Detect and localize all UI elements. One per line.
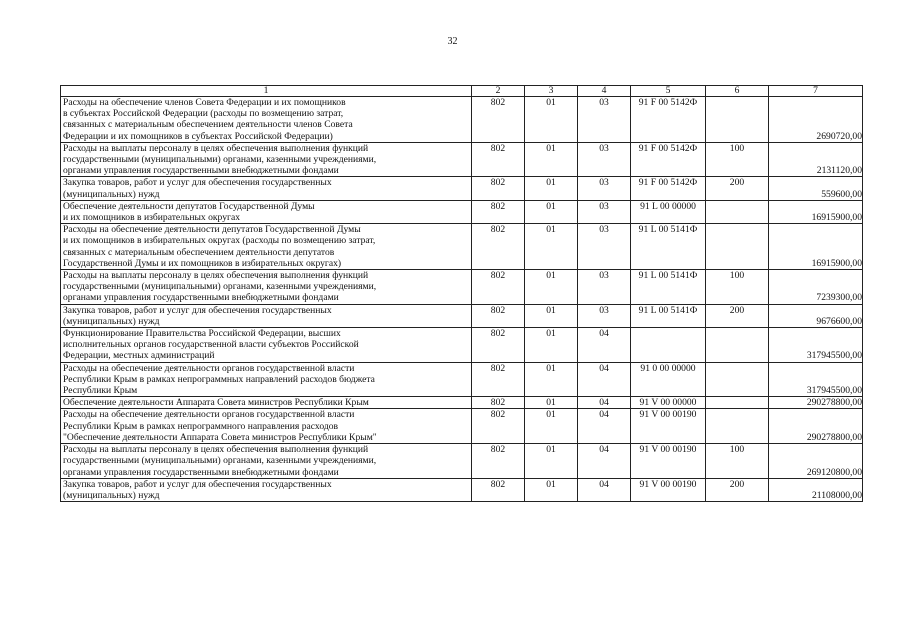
table-row xyxy=(61,142,863,177)
expense-name-line: (муниципальных) нужд xyxy=(63,315,160,327)
section-code-cell: 01 xyxy=(525,304,578,327)
ministry-code-cell: 802 xyxy=(472,224,525,270)
table-row xyxy=(61,397,863,409)
expense-name-line: Республики Крым в рамках непрограммных направлений расходов бюджета xyxy=(63,373,375,385)
expense-type-cell xyxy=(706,200,769,223)
expense-name-cell xyxy=(61,478,472,501)
target-article-cell xyxy=(631,328,706,363)
expense-name-line: государственными (муниципальными) органами, казенными учреждениями, xyxy=(63,154,377,166)
section-code-cell: 01 xyxy=(525,362,578,397)
expense-type-cell xyxy=(706,362,769,397)
expense-type-cell xyxy=(706,224,769,270)
target-article-cell: 91 V 00 00190 xyxy=(631,444,706,479)
section-code-cell: 01 xyxy=(525,142,578,177)
ministry-code-cell: 802 xyxy=(472,409,525,444)
expense-name-line: государственными (муниципальными) органами, казенными учреждениями, xyxy=(63,455,377,467)
amount-cell: 16915900,00 xyxy=(769,224,863,270)
subsection-code-cell: 03 xyxy=(578,304,631,327)
header-cell: 7 xyxy=(769,86,863,97)
ministry-code-cell: 802 xyxy=(472,304,525,327)
expense-type-cell xyxy=(706,409,769,444)
table-row xyxy=(61,224,863,270)
table-row xyxy=(61,304,863,327)
expense-name-cell xyxy=(61,328,472,363)
amount-cell: 559600,00 xyxy=(769,177,863,200)
ministry-code-cell: 802 xyxy=(472,200,525,223)
subsection-code-cell: 04 xyxy=(578,362,631,397)
expense-name-cell xyxy=(61,200,472,223)
expense-name-cell xyxy=(61,409,472,444)
subsection-code-cell: 04 xyxy=(578,397,631,409)
expense-name-cell xyxy=(61,362,472,397)
expense-type-cell: 200 xyxy=(706,304,769,327)
table-row xyxy=(61,478,863,501)
ministry-code-cell: 802 xyxy=(472,478,525,501)
expense-name-line: Обеспечение деятельности депутатов Государственной Думы xyxy=(63,200,315,212)
ministry-code-cell: 802 xyxy=(472,362,525,397)
expense-name-cell xyxy=(61,270,472,305)
target-article-cell: 91 L 00 5141Ф xyxy=(631,270,706,305)
section-code-cell: 01 xyxy=(525,328,578,363)
header-cell: 2 xyxy=(472,86,525,97)
subsection-code-cell: 03 xyxy=(578,224,631,270)
expense-name-line: Обеспечение деятельности Аппарата Совета министров Республики Крым xyxy=(63,397,369,409)
table-row xyxy=(61,200,863,223)
expense-name-line: Расходы на обеспечение членов Совета Федерации и их помощников xyxy=(63,97,346,108)
target-article-cell: 91 L 00 5141Ф xyxy=(631,304,706,327)
expense-name-line: Республики Крым xyxy=(63,385,138,397)
expense-name-cell xyxy=(61,397,472,409)
expense-name-line: Функционирование Правительства Российской Федерации, высших xyxy=(63,328,341,340)
subsection-code-cell: 03 xyxy=(578,142,631,177)
expense-type-cell xyxy=(706,328,769,363)
header-cell: 1 xyxy=(61,86,472,97)
table-row xyxy=(61,328,863,363)
table-row xyxy=(61,97,863,143)
target-article-cell: 91 V 00 00190 xyxy=(631,478,706,501)
target-article-cell: 91 0 00 00000 xyxy=(631,362,706,397)
expense-name-line: Закупка товаров, работ и услуг для обеспечения государственных xyxy=(63,478,332,490)
subsection-code-cell: 03 xyxy=(578,270,631,305)
expense-name-line: связанных с материальным обеспечением деятельности депутатов xyxy=(63,246,335,258)
section-code-cell: 01 xyxy=(525,270,578,305)
table-row xyxy=(61,177,863,200)
expense-name-line: Федерации, местных администраций xyxy=(63,350,215,362)
header-cell: 3 xyxy=(525,86,578,97)
expense-name-line: органами управления государственными внебюджетными фондами xyxy=(63,292,339,304)
expense-name-cell xyxy=(61,304,472,327)
subsection-code-cell: 03 xyxy=(578,177,631,200)
section-code-cell: 01 xyxy=(525,409,578,444)
subsection-code-cell: 04 xyxy=(578,478,631,501)
target-article-cell: 91 V 00 00190 xyxy=(631,409,706,444)
table-row xyxy=(61,270,863,305)
amount-cell: 2131120,00 xyxy=(769,142,863,177)
expense-name-line: в субъектах Российской Федерации (расходы по возмещению затрат, xyxy=(63,108,344,120)
expense-name-line: Расходы на обеспечение деятельности депутатов Государственной Думы xyxy=(63,224,361,236)
ministry-code-cell: 802 xyxy=(472,97,525,143)
section-code-cell: 01 xyxy=(525,444,578,479)
expense-type-cell xyxy=(706,397,769,409)
amount-cell: 290278800,00 xyxy=(769,409,863,444)
expense-name-line: Расходы на выплаты персоналу в целях обеспечения выполнения функций xyxy=(63,270,369,282)
expense-name-line: Расходы на выплаты персоналу в целях обеспечения выполнения функций xyxy=(63,142,369,154)
subsection-code-cell: 04 xyxy=(578,328,631,363)
subsection-code-cell: 04 xyxy=(578,409,631,444)
ministry-code-cell: 802 xyxy=(472,397,525,409)
section-code-cell: 01 xyxy=(525,478,578,501)
target-article-cell: 91 F 00 5142Ф xyxy=(631,97,706,143)
expense-name-line: исполнительных органов государственной власти субъектов Российской xyxy=(63,339,359,351)
expense-type-cell: 100 xyxy=(706,142,769,177)
expense-type-cell: 100 xyxy=(706,270,769,305)
amount-cell: 21108000,00 xyxy=(769,478,863,501)
target-article-cell: 91 L 00 00000 xyxy=(631,200,706,223)
section-code-cell: 01 xyxy=(525,224,578,270)
expense-name-line: Расходы на выплаты персоналу в целях обеспечения выполнения функций xyxy=(63,444,369,456)
ministry-code-cell: 802 xyxy=(472,444,525,479)
budget-table xyxy=(60,85,863,502)
amount-cell: 16915900,00 xyxy=(769,200,863,223)
target-article-cell: 91 F 00 5142Ф xyxy=(631,142,706,177)
page-number: 32 xyxy=(447,36,458,47)
table-row xyxy=(61,409,863,444)
expense-name-cell xyxy=(61,142,472,177)
expense-type-cell: 200 xyxy=(706,177,769,200)
target-article-cell: 91 F 00 5142Ф xyxy=(631,177,706,200)
amount-cell: 317945500,00 xyxy=(769,362,863,397)
expense-name-cell xyxy=(61,177,472,200)
target-article-cell: 91 L 00 5141Ф xyxy=(631,224,706,270)
expense-name-cell xyxy=(61,444,472,479)
amount-cell: 2690720,00 xyxy=(769,97,863,143)
expense-name-line: и их помощников в избирательных округах (расходы по возмещению затрат, xyxy=(63,235,376,247)
ministry-code-cell: 802 xyxy=(472,142,525,177)
table-header-row xyxy=(61,86,863,97)
expense-name-line: Расходы на обеспечение деятельности органов государственной власти xyxy=(63,409,355,421)
table-row xyxy=(61,444,863,479)
subsection-code-cell: 04 xyxy=(578,444,631,479)
expense-name-line: Закупка товаров, работ и услуг для обеспечения государственных xyxy=(63,304,332,316)
section-code-cell: 01 xyxy=(525,200,578,223)
expense-name-cell xyxy=(61,224,472,270)
section-code-cell: 01 xyxy=(525,177,578,200)
header-cell: 4 xyxy=(578,86,631,97)
expense-name-line: Закупка товаров, работ и услуг для обеспечения государственных xyxy=(63,177,332,189)
expense-name-line: Республики Крым в рамках непрограммного направления расходов xyxy=(63,420,339,432)
expense-name-line: (муниципальных) нужд xyxy=(63,489,160,501)
expense-name-line: (муниципальных) нужд xyxy=(63,188,160,200)
expense-name-line: органами управления государственными внебюджетными фондами xyxy=(63,165,339,177)
amount-cell: 317945500,00 xyxy=(769,328,863,363)
expense-name-line: Федерации и их помощников в субъектах Российской Федерации) xyxy=(63,130,333,142)
expense-name-line: "Обеспечение деятельности Аппарата Совета министров Республики Крым" xyxy=(63,431,377,443)
section-code-cell: 01 xyxy=(525,97,578,143)
expense-name-line: связанных с материальным обеспечением деятельности членов Совета xyxy=(63,119,353,131)
ministry-code-cell: 802 xyxy=(472,328,525,363)
expense-type-cell: 200 xyxy=(706,478,769,501)
section-code-cell: 01 xyxy=(525,397,578,409)
expense-name-line: государственными (муниципальными) органами, казенными учреждениями, xyxy=(63,281,377,293)
header-cell: 5 xyxy=(631,86,706,97)
target-article-cell: 91 V 00 00000 xyxy=(631,397,706,409)
ministry-code-cell: 802 xyxy=(472,177,525,200)
expense-name-line: и их помощников в избирательных округах xyxy=(63,212,241,224)
expense-name-cell xyxy=(61,97,472,143)
header-cell: 6 xyxy=(706,86,769,97)
ministry-code-cell: 802 xyxy=(472,270,525,305)
expense-type-cell: 100 xyxy=(706,444,769,479)
subsection-code-cell: 03 xyxy=(578,200,631,223)
expense-name-line: Расходы на обеспечение деятельности органов государственной власти xyxy=(63,362,355,374)
expense-name-line: Государственной Думы и их помощников в избирательных округах) xyxy=(63,257,342,269)
amount-cell: 9676600,00 xyxy=(769,304,863,327)
table-row xyxy=(61,362,863,397)
expense-name-line: органами управления государственными внебюджетными фондами xyxy=(63,466,339,478)
expense-type-cell xyxy=(706,97,769,143)
subsection-code-cell: 03 xyxy=(578,97,631,143)
amount-cell: 7239300,00 xyxy=(769,270,863,305)
amount-cell: 290278800,00 xyxy=(769,397,863,409)
amount-cell: 269120800,00 xyxy=(769,444,863,479)
